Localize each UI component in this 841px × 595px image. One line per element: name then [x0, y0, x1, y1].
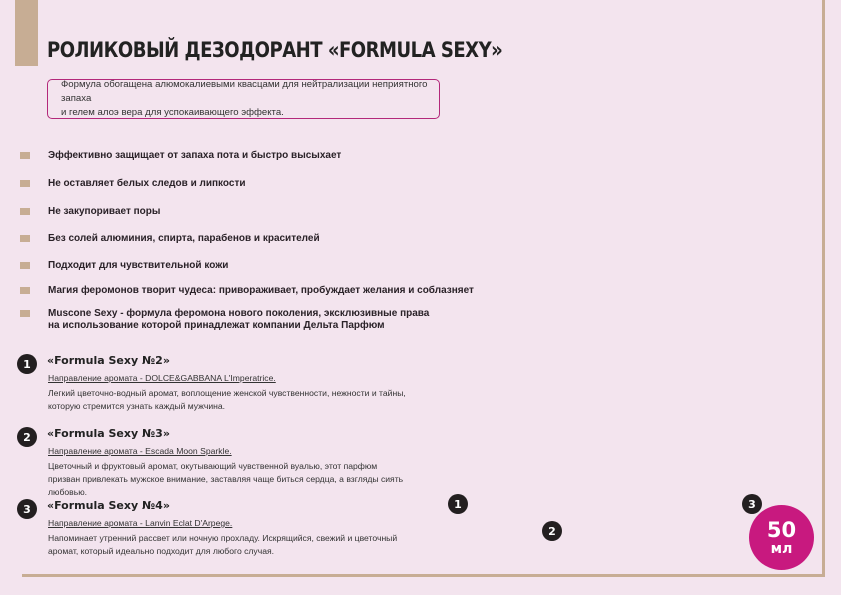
variant-title: «Formula Sexy №2» — [47, 354, 170, 367]
formula-callout — [47, 79, 440, 119]
page-title: РОЛИКОВЫЙ ДЕЗОДОРАНТ «FORMULA SEXY» — [47, 38, 503, 62]
variant-title: «Formula Sexy №4» — [47, 499, 170, 512]
frame-bottom-line — [22, 574, 825, 577]
bullet-square-icon — [20, 262, 30, 269]
variant-description: Напоминает утренний рассвет или ночную прохладу. Искрящийся, свежий и цветочный аромат, который идеально подходит для любого случая. — [48, 533, 398, 556]
feature-item — [20, 308, 429, 332]
variant-title: «Formula Sexy №3» — [47, 427, 170, 440]
feature-item: Без солей алюминия, спирта, парабенов и красителей — [20, 233, 320, 245]
volume-badge — [749, 505, 814, 570]
feature-item: Подходит для чувствительной кожи — [20, 260, 228, 272]
product-label-2: 2 — [542, 521, 562, 541]
bullet-square-icon — [20, 208, 30, 215]
bullet-square-icon — [20, 310, 30, 317]
frame-right-line — [822, 0, 825, 576]
variant-aroma: Направление аромата - DOLCE&GABBANA L'Imperatrice. — [48, 373, 276, 383]
product-label-3: 3 — [742, 494, 762, 514]
feature-item: Не оставляет белых следов и липкости — [20, 178, 246, 190]
number-badge: 2 — [17, 427, 37, 447]
product-label-1: 1 — [448, 494, 468, 514]
bullet-square-icon — [20, 287, 30, 294]
feature-line-1: Muscone Sexy - формула феромона нового поколения, эксклюзивные права — [48, 308, 430, 319]
variant-description: Цветочный и фруктовый аромат, окутывающий чувственной вуалью, этот парфюм призван привлекать мужское внимание, заставляя чаще биться сердца, а взгляды сиять любовью. — [48, 461, 404, 497]
variant-aroma: Направление аромата - Lanvin Eclat D'Arpege. — [48, 518, 233, 528]
callout-line-1: Формула обогащена алюмокалиевыми квасцами для нейтрализации неприятного запаха — [61, 79, 428, 104]
number-badge: 3 — [17, 499, 37, 519]
callout-line-2: и гелем алоэ вера для успокаивающего эффекта. — [61, 107, 284, 118]
bullet-square-icon — [20, 180, 30, 187]
feature-item: Эффективно защищает от запаха пота и быстро высыхает — [20, 150, 341, 162]
volume-unit: мл — [770, 540, 793, 557]
variant-description: Легкий цветочно-водный аромат, воплощение женской чувственности, нежности и тайны, которую стремится узнать каждый мужчина. — [48, 388, 406, 411]
volume-amount: 50 — [766, 517, 797, 542]
feature-item: Магия феромонов творит чудеса: привораживает, пробуждает желания и соблазняет — [20, 285, 474, 297]
feature-item: Не закупоривает поры — [20, 206, 160, 218]
bullet-square-icon — [20, 152, 30, 159]
bullet-square-icon — [20, 235, 30, 242]
variant-aroma: Направление аромата - Escada Moon Sparkle. — [48, 446, 232, 456]
feature-line-2: на использование которой принадлежат компании Дельта Парфюм — [48, 320, 385, 331]
number-badge: 1 — [17, 354, 37, 374]
accent-bar — [15, 0, 38, 66]
